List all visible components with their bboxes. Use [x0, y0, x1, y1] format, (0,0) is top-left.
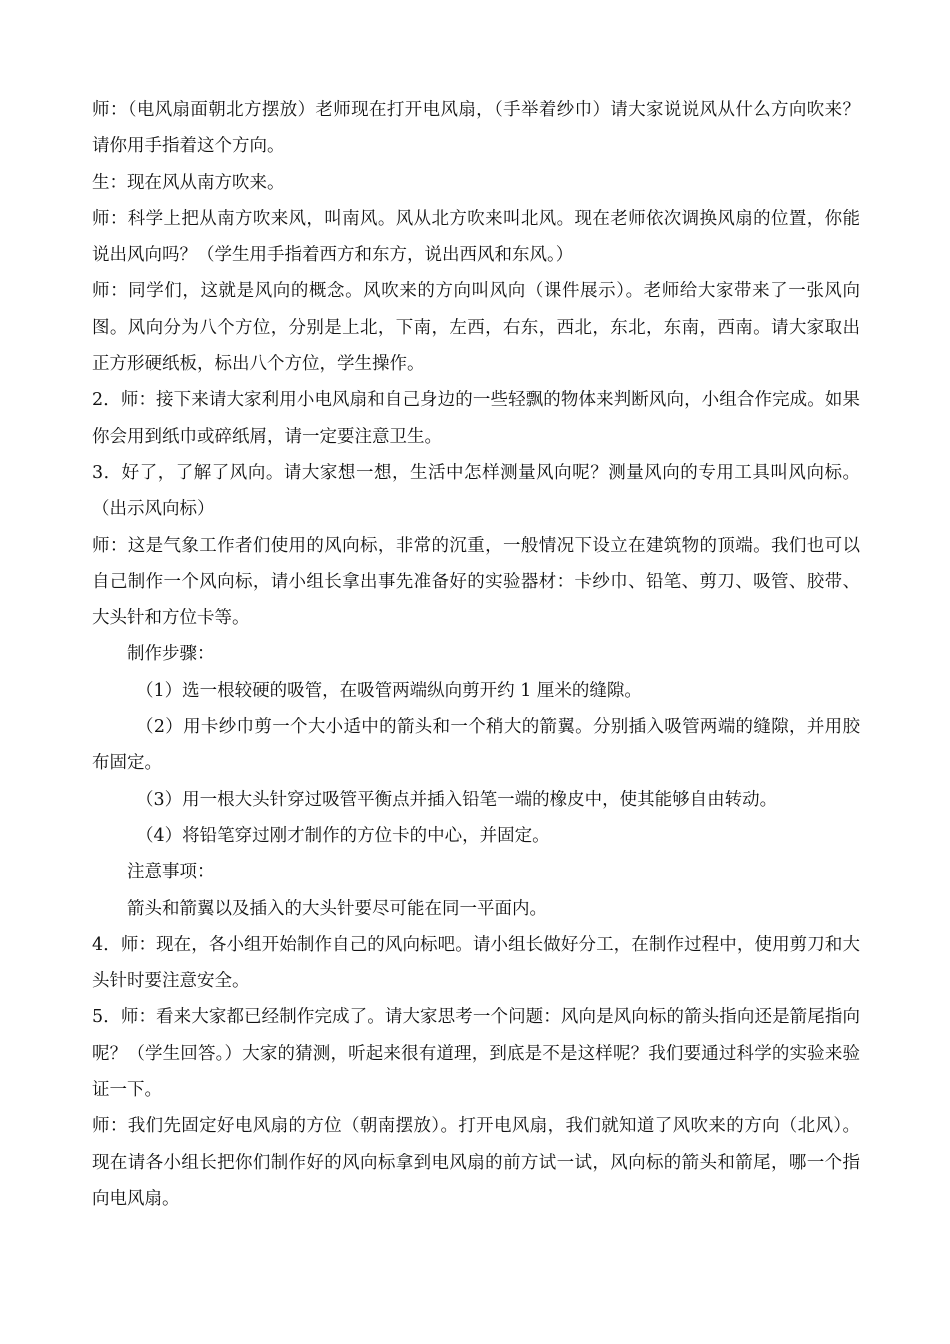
document-page [92, 92, 860, 1217]
paragraph-step-5-question: 5．师：看来大家都已经制作完成了。请大家思考一个问题：风向是风向标的箭头指向还是箭尾指向呢？（学生回答。）大家的猜测，听起来很有道理，到底是不是这样呢？我们要通过科学的实验来验证一下。 [92, 1007, 860, 1101]
step-item-1: （1）选一根较硬的吸管，在吸管两端纵向剪开约 1 厘米的缝隙。 [136, 680, 642, 701]
paragraph-step-2-group-work: 2．师：接下来请大家利用小电风扇和自己身边的一些轻飘的物体来判断风向，小组合作完成。如果你会用到纸巾或碎纸屑，请一定要注意卫生。 [92, 390, 860, 447]
precaution-item: 箭头和箭翼以及插入的大头针要尽可能在同一平面内。 [127, 898, 547, 919]
paragraph-teacher-fan-north: 师：（电风扇面朝北方摆放）老师现在打开电风扇，（手举着纱巾）请大家说说风从什么方向吹来？请你用手指着这个方向。 [92, 100, 860, 157]
paragraph-teacher-wind-names: 师：科学上把从南方吹来风，叫南风。风从北方吹来叫北风。现在老师依次调换风扇的位置，你能说出风向吗？（学生用手指着西方和东方，说出西风和东风。） [92, 208, 860, 266]
paragraph-teacher-wind-direction-concept: 师：同学们，这就是风向的概念。风吹来的方向叫风向（课件展示）。老师给大家带来了一张风向图。风向分为八个方位，分别是上北，下南，左西，右东，西北，东北，东南，西南。请大家取出正方形硬纸板，标出八个方位，学生操作。 [92, 281, 860, 375]
paragraph-step-4-make-vane: 4．师：现在，各小组开始制作自己的风向标吧。请小组长做好分工，在制作过程中，使用剪刀和大头针时要注意安全。 [92, 934, 860, 992]
paragraph-teacher-materials: 师：这是气象工作者们使用的风向标，非常的沉重，一般情况下设立在建筑物的顶端。我们也可以自己制作一个风向标，请小组长拿出事先准备好的实验器材：卡纱巾、铅笔、剪刀、吸管、胶带、大头针和方位卡等。 [92, 535, 860, 629]
heading-production-steps: 制作步骤： [127, 644, 215, 665]
heading-precautions: 注意事项： [127, 862, 215, 883]
step-item-3: （3）用一根大头针穿过吸管平衡点并插入铅笔一端的橡皮中，使其能够自由转动。 [136, 789, 778, 810]
paragraph-step-3-wind-vane-intro: 3．好了，了解了风向。请大家想一想，生活中怎样测量风向呢？测量风向的专用工具叫风向标。（出示风向标） [92, 462, 860, 520]
paragraph-student-south-wind: 生：现在风从南方吹来。 [92, 172, 285, 193]
paragraph-teacher-experiment: 师：我们先固定好电风扇的方位（朝南摆放）。打开电风扇，我们就知道了风吹来的方向（北风）。现在请各小组长把你们制作好的风向标拿到电风扇的前方试一试，风向标的箭头和箭尾，哪一个指向电风扇。 [92, 1116, 860, 1209]
step-item-2: （2）用卡纱巾剪一个大小适中的箭头和一个稍大的箭翼。分别插入吸管两端的缝隙，并用胶布固定。 [92, 717, 860, 774]
step-item-4: （4）将铅笔穿过刚才制作的方位卡的中心，并固定。 [136, 825, 550, 846]
